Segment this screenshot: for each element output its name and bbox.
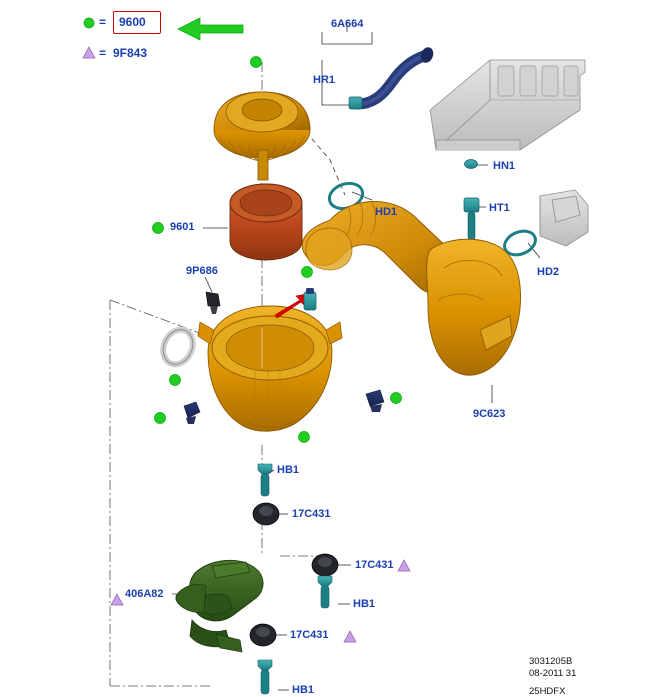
label-HB1-3: HB1 [292,684,315,696]
part-406A82-resonator [176,560,263,652]
label-HT1: HT1 [489,202,510,214]
legend-triangle [83,47,95,58]
part-valve-cover [430,60,585,150]
part-HB1-bolt-2 [318,576,332,608]
label-6A664: 6A664 [331,18,364,30]
label-17C431-2: 17C431 [355,559,394,571]
part-17C431-grommet-1 [253,503,279,525]
marker-dot [251,57,262,68]
marker-dot [391,393,402,404]
part-HB1-bolt-1 [258,464,272,496]
label-17C431-1: 17C431 [292,508,331,520]
part-17C431-grommet-3 [250,624,276,646]
part-HT1-sensor [464,198,479,240]
part-9C623-resonator [427,239,521,375]
label-HR1: HR1 [313,74,336,86]
footer-date-code: 08-2011 31 [529,668,577,679]
marker-triangle [398,560,410,571]
label-HD1: HD1 [375,206,398,218]
part-maf-sensor [304,288,316,310]
label-17C431-3: 17C431 [290,629,329,641]
legend-code-9600: 9600 [119,15,146,29]
part-seal-ring [158,325,199,369]
part-clip-blue-left [184,402,200,424]
legend-equals-green: = [99,15,107,29]
label-HD2: HD2 [537,266,560,278]
legend-green-dot [84,18,94,28]
part-air-cleaner-housing [198,306,342,431]
footer-model-code: 25HDFX [529,686,566,697]
part-bracket-grey [540,190,588,246]
green-arrow-indicator [178,18,243,40]
marker-dot [299,432,310,443]
marker-dot [170,375,181,386]
part-clip-blue-right [366,390,384,412]
label-9P686: 9P686 [186,265,218,277]
footer-drawing-number: 3031205B [529,656,573,667]
part-17C431-grommet-2 [312,554,338,576]
legend-equals-triangle: = [99,46,107,60]
part-6A664-hose [358,45,435,104]
part-9P686-clip [206,292,220,314]
part-HN1-clip [465,160,478,169]
part-air-filter-top [214,92,310,180]
label-9601: 9601 [170,221,195,233]
label-HB1-2: HB1 [353,598,376,610]
hose-connector-teal [349,97,362,109]
marker-dot [153,223,164,234]
marker-dot [155,413,166,424]
part-HB1-bolt-3 [258,660,272,694]
label-406A82: 406A82 [125,588,164,600]
part-9601-filter-element [230,184,302,260]
marker-triangle [344,631,356,642]
label-HN1: HN1 [493,160,516,172]
marker-triangle [111,594,123,605]
legend-code-9F843: 9F843 [113,46,148,60]
marker-dot [302,267,313,278]
label-HB1-1: HB1 [277,464,300,476]
label-9C623: 9C623 [473,408,506,420]
